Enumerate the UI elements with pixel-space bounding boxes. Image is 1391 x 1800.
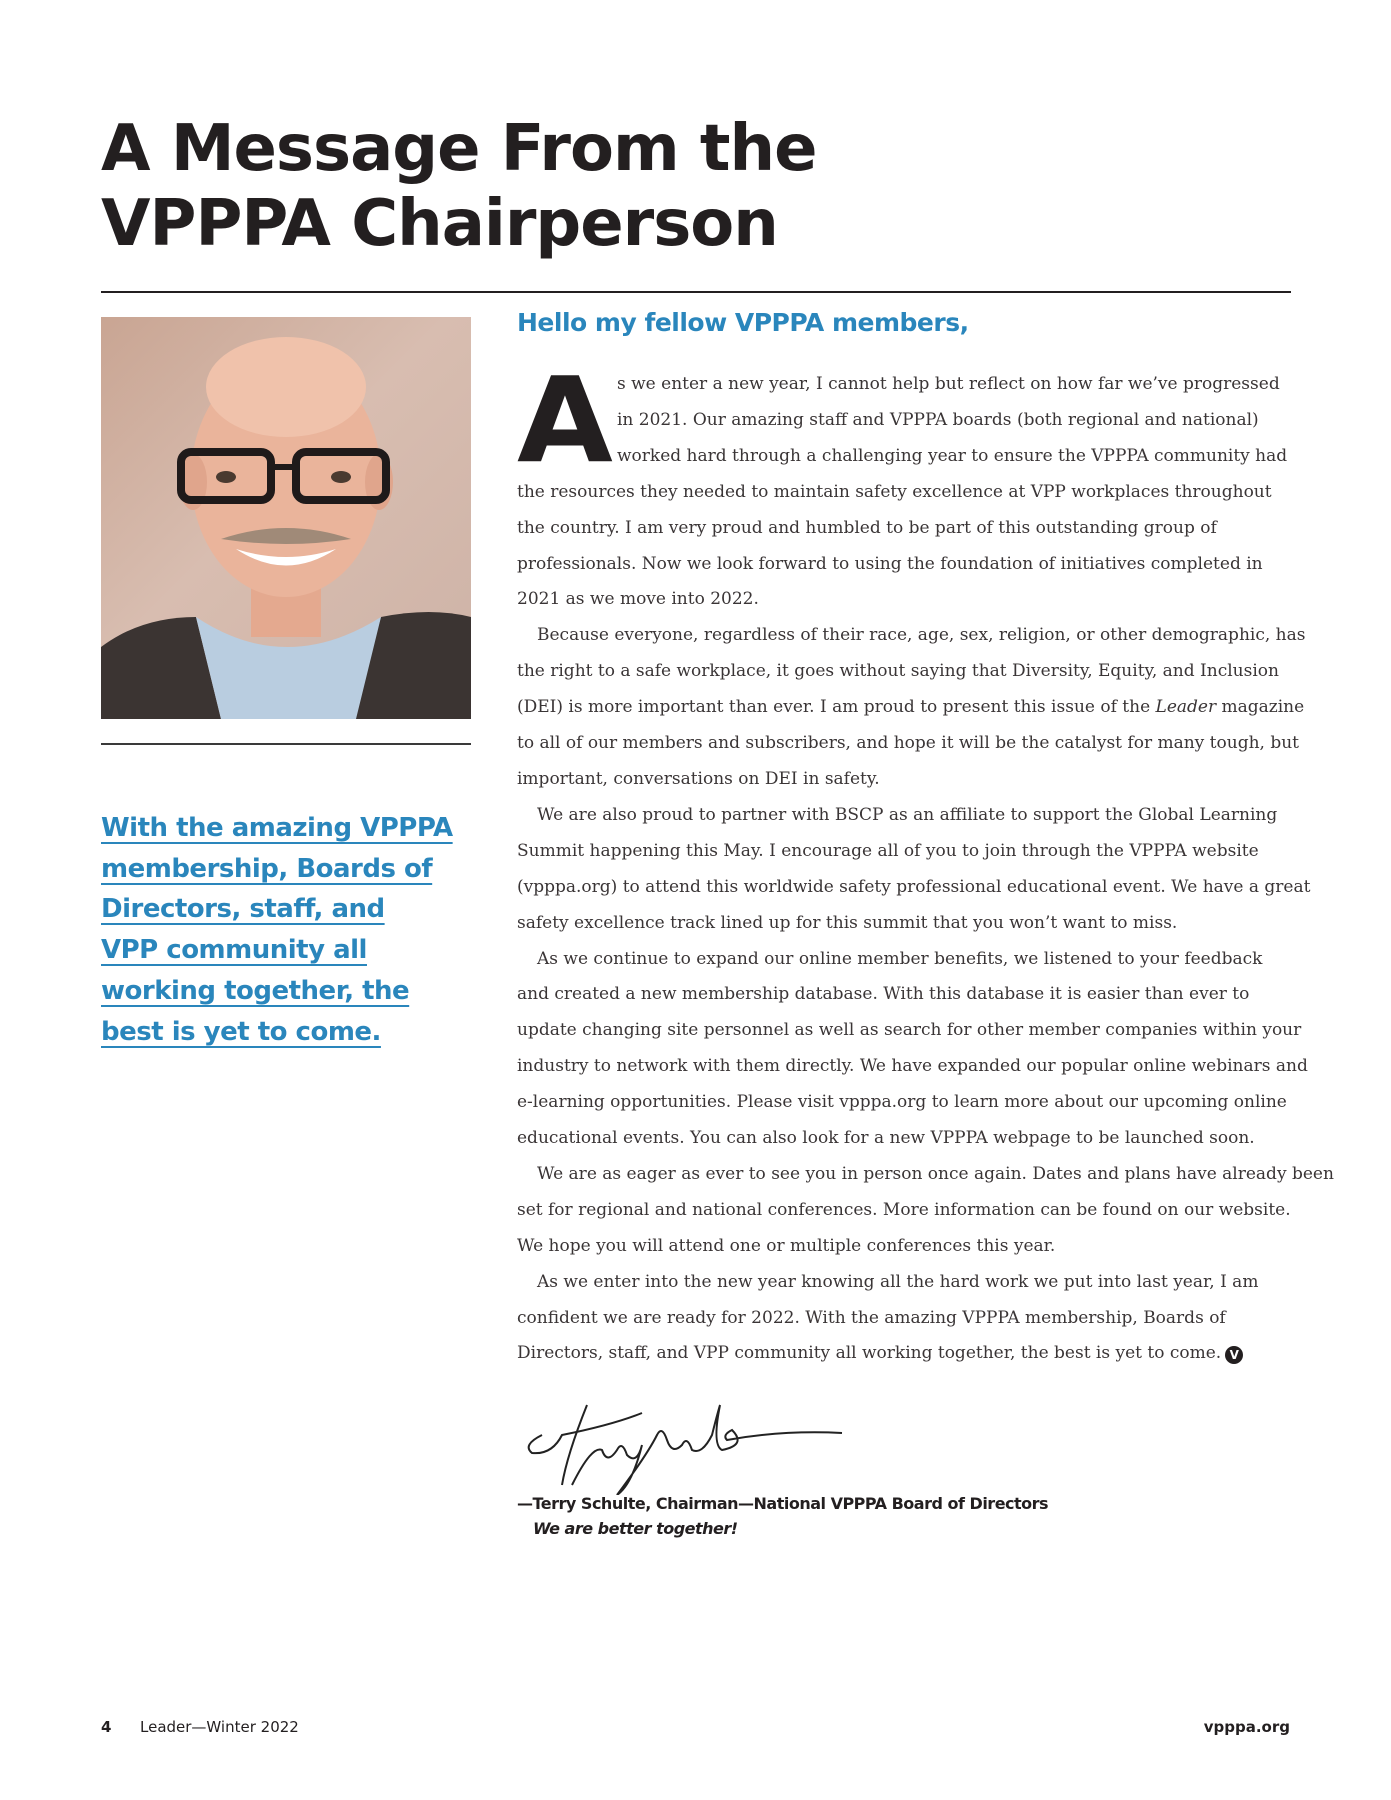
pull-quote-line: VPP community all [101, 935, 367, 966]
website-link[interactable]: vpppa.org [1203, 1718, 1290, 1736]
vpppa-logo-icon: V [1225, 1346, 1243, 1364]
divider [101, 291, 1291, 293]
text-line: update changing site personnel as well as search for other member companies within your [517, 1020, 1302, 1041]
text-line: Because everyone, regardless of their race, age, sex, religion, or other demographic, has [537, 625, 1306, 646]
text-line: confident we are ready for 2022. With the amazing VPPPA membership, Boards of [517, 1307, 1226, 1328]
drop-cap: A [517, 351, 613, 489]
pull-quote-line: membership, Boards of [101, 853, 433, 884]
text-line: e-learning opportunities. Please visit vpppa.org to learn more about our upcoming online [517, 1092, 1287, 1113]
text-line: to all of our members and subscribers, and hope it will be the catalyst for many tough, but [517, 733, 1299, 754]
page-number: 4 [101, 1718, 112, 1736]
motto: We are better together! [533, 1519, 738, 1538]
text-line: s we enter a new year, I cannot help but reflect on how far we’ve progressed [617, 374, 1280, 394]
text-line: set for regional and national conferences. More information can be found on our website. [517, 1199, 1291, 1220]
pull-quote-line: With the amazing VPPPA [101, 813, 453, 843]
pull-quote-line: working together, the [101, 975, 410, 1006]
text-line: We are also proud to partner with BSCP as an affiliate to support the Global Learning [537, 804, 1278, 825]
letter-body [517, 351, 1334, 1372]
text-line: the resources they needed to maintain safety excellence at VPP workplaces throughout [517, 481, 1272, 502]
paragraph [517, 1157, 1334, 1265]
pull-quote [101, 808, 453, 1052]
text-line: in 2021. Our amazing staff and VPPPA boards (both regional and national) [617, 409, 1259, 430]
text-line: professionals. Now we look forward to using the foundation of initiatives completed in [517, 553, 1263, 574]
paragraph [517, 618, 1306, 798]
page-title [101, 112, 816, 262]
title-line: VPPPA Chairperson [101, 187, 778, 261]
text-line: We are as eager as ever to see you in person once again. Dates and plans have already been [537, 1163, 1334, 1184]
text-line: industry to network with them directly. We have expanded our popular online webinars and [517, 1056, 1308, 1077]
divider [101, 743, 471, 745]
text-line: We hope you will attend one or multiple conferences this year. [517, 1235, 1056, 1256]
text-line: (DEI) is more important than ever. I am proud to present this issue of the Leader magazine [517, 697, 1305, 718]
text-line: safety excellence track lined up for this summit that you won’t want to miss. [517, 912, 1178, 933]
signoff: —Terry Schulte, Chairman—National VPPPA Board of Directors [517, 1494, 1049, 1513]
paragraph [517, 1265, 1297, 1373]
text-line: As we continue to expand our online member benefits, we listened to your feedback [537, 948, 1263, 969]
text-line: As we enter into the new year knowing all the hard work we put into last year, I am [537, 1271, 1259, 1292]
text-line: worked hard through a challenging year to ensure the VPPPA community had [617, 445, 1288, 466]
paragraph [517, 942, 1308, 1157]
text-line: and created a new membership database. With this database it is easier than ever to [517, 984, 1250, 1005]
paragraph [517, 351, 1297, 618]
title-line: A Message From the [101, 112, 817, 186]
chairperson-photo [101, 317, 471, 719]
text-line: Summit happening this May. I encourage all of you to join through the VPPPA website [517, 840, 1259, 861]
text-line: (vpppa.org) to attend this worldwide safety professional educational event. We have a great [517, 876, 1311, 897]
signature [522, 1395, 867, 1495]
text-line: the right to a safe workplace, it goes without saying that Diversity, Equity, and Inclusion [517, 661, 1279, 682]
paragraph [517, 798, 1311, 942]
text-line: educational events. You can also look for a new VPPPA webpage to be launched soon. [517, 1128, 1255, 1149]
text-line: Directors, staff, and VPP community all working together, the best is yet to come. V [517, 1336, 1297, 1372]
text-line: the country. I am very proud and humbled to be part of this outstanding group of [517, 517, 1217, 538]
pull-quote-line: Directors, staff, and [101, 894, 385, 925]
text-line: 2021 as we move into 2022. [517, 589, 759, 610]
greeting-heading: Hello my fellow VPPPA members, [517, 308, 969, 337]
publication-name: Leader—Winter 2022 [140, 1718, 299, 1736]
text-line: important, conversations on DEI in safety. [517, 768, 880, 789]
pull-quote-line: best is yet to come. [101, 1016, 381, 1047]
